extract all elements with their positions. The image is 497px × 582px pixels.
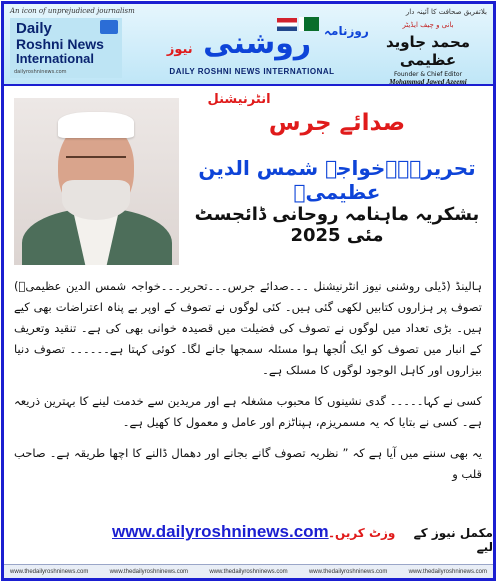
masthead — [4, 4, 493, 107]
article-body — [14, 276, 482, 495]
editor-box — [369, 19, 487, 86]
article-paragraph: ہالینڈ (ڈیلی روشنی نیوز انٹرنیشنل ۔۔۔صدائے جرس۔۔۔تحریر۔۔۔خواجہ شمس الدین عظیمیؒ) تصوف پر ہزاروں کتابیں لکھی گئی ہیں۔ کئی لوگوں نے تصوف کے اوپر بے پناہ اعتراضات بھی کیے ہیں۔ بڑی تعداد میں لوگوں نے تصوف کی فضیلت میں قصیدہ خوانی بھی کی ہے۔ تنقید وتعریف کے انبار میں تصوف کو ایک اُلجھا ہوا مسئلہ سمجھا جانے لگا۔ کوئی کہتا ہے۔۔۔۔۔۔ تصوف دنیا بیزاروں اور کاہل الوجود لوگوں کا مسلک ہے۔ — [14, 279, 482, 377]
brand-url: dailyroshninews.com — [14, 69, 67, 75]
tagline-urdu: بلاتفریق صحافت کا آئینہ دار — [405, 8, 487, 16]
editor-name-urdu: محمد جاوید عظیمی — [385, 33, 471, 69]
footer-url: www.thedailyroshninews.com — [109, 568, 189, 575]
article-courtesy: بشکریہ ماہنامہ روحانی ڈائجسٹ مئی 2025 — [194, 204, 480, 246]
portrait-glasses — [66, 156, 126, 170]
footer-url: www.thedailyroshninews.com — [10, 568, 89, 575]
article-author: تحریر۔۔۔خواجہ شمس الدین عظیمیؒ — [198, 156, 476, 204]
website-link[interactable]: www.dailyroshninews.com — [112, 522, 329, 541]
logo-urdu-sub: نیوز انٹرنیشنل — [166, 42, 271, 107]
tagline-english: An icon of unprejudiced journalism — [10, 7, 135, 15]
closing-prefix: مکمل نیوز کے لیے — [413, 526, 493, 554]
logo-urdu-main: روشنی — [203, 26, 312, 61]
brand-roshni-news: Roshni News — [16, 36, 104, 52]
author-portrait — [14, 98, 179, 265]
footer-url: www.thedailyroshninews.com — [209, 568, 288, 575]
logo-urdu-daily: روزنامہ — [324, 24, 369, 38]
editor-name-english: Mohammad Jawed Azeemi — [389, 78, 467, 86]
footer-url: www.thedailyroshninews.com — [308, 568, 388, 575]
article-title: صدائے جرس — [268, 110, 406, 136]
article-card — [1, 1, 496, 581]
footer-url: www.thedailyroshninews.com — [408, 568, 487, 575]
portrait-cap — [58, 112, 134, 138]
editor-role-english: Founder & Chief Editor — [393, 71, 463, 78]
footer-url-strip — [4, 564, 493, 578]
article-paragraph: کسی نے کہا۔۔۔۔۔ گدی نشینوں کا محبوب مشغلہ ہے اور مریدین سے خدمت لینے کا بہترین ذریعہ ہے۔ کسی نے بتایا کہ یہ مسمریزم، ہپناٹزم اور عامل و معمول کا کھیل ہے۔ — [14, 394, 482, 429]
editor-role-urdu: بانی و چیف ایڈیٹر — [402, 21, 454, 29]
article-paragraph: یہ بھی سننے میں آیا ہے کہ ” نظریہ تصوف گانے بجانے اور دھمال ڈالنے کا اچھا طریقہ ہے۔ صاحب قلب و — [14, 446, 482, 481]
brand-international: International — [16, 51, 95, 66]
closing-visit: وزٹ کریں۔ — [328, 526, 396, 540]
portrait-beard — [62, 180, 130, 220]
news-icon — [100, 20, 118, 34]
brand-daily: Daily — [16, 20, 52, 37]
logo-english: DAILY ROSHNI NEWS INTERNATIONAL — [169, 67, 335, 76]
